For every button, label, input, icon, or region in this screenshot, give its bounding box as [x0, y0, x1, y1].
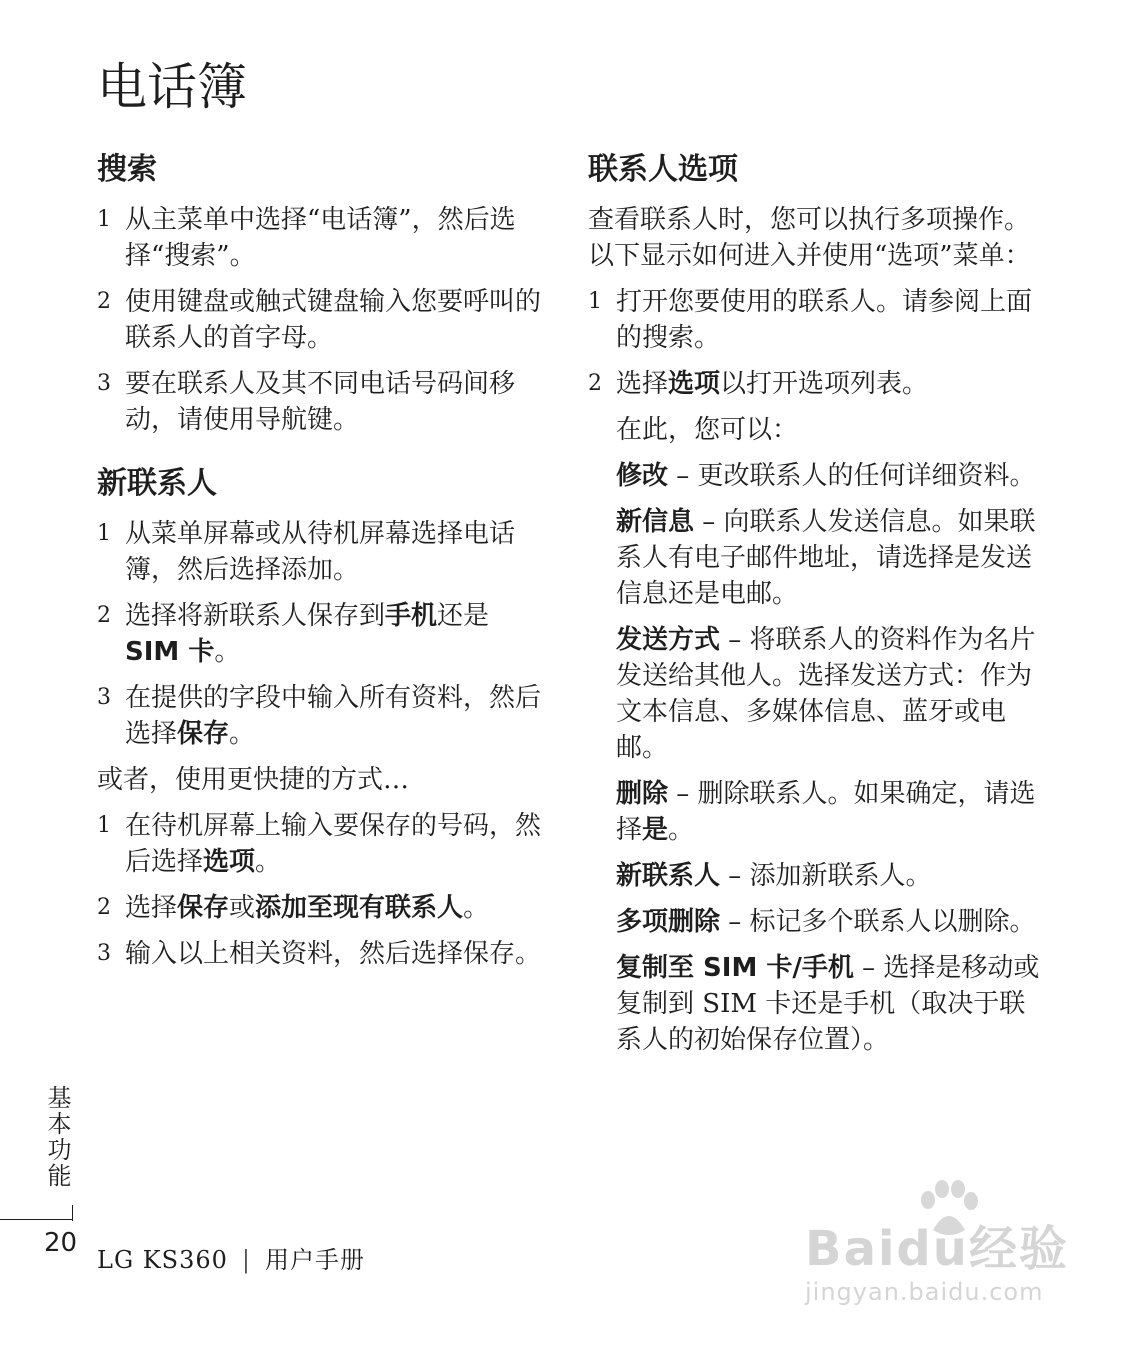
option-desc: – 更改联系人的任何详细资料。	[668, 461, 1036, 491]
step-number: 3	[97, 941, 111, 966]
option-new-message	[588, 504, 1048, 612]
step-text	[616, 366, 1048, 402]
bold-term: SIM 卡	[125, 637, 215, 667]
text-run: 在提供的字段中输入所有资料，然后选择	[125, 683, 542, 749]
bold-term: 保存	[177, 719, 230, 749]
text-run: 。	[668, 815, 695, 845]
text-run: 选择将新联系人保存到	[125, 601, 386, 631]
text-run: 在待机屏幕上输入要保存的号码，然后选择	[125, 811, 542, 877]
step-text: 打开您要使用的联系人。请参阅上面的搜索。	[616, 287, 1033, 353]
search-heading: 搜索	[97, 152, 157, 187]
bold-term: 手机	[385, 601, 438, 631]
step-text	[125, 890, 552, 926]
option-term: 删除	[616, 779, 669, 809]
step-number: 2	[97, 289, 111, 314]
here-text: 在此，您可以：	[616, 415, 799, 445]
quick-step-3	[97, 936, 552, 972]
new-contact-step-3	[97, 680, 552, 752]
new-contact-step-1	[97, 516, 552, 588]
step-number: 3	[97, 371, 111, 396]
step-number: 1	[588, 289, 602, 314]
bold-term: 是	[642, 815, 669, 845]
bold-term: 选项	[203, 847, 256, 877]
option-desc: – 添加新联系人。	[720, 861, 932, 891]
bold-term: 选项	[668, 369, 721, 399]
text-run: 还是	[437, 601, 490, 631]
or-text: 或者，使用更快捷的方式…	[97, 765, 410, 795]
option-desc: – 标记多个联系人以删除。	[720, 907, 1036, 937]
quick-step-2	[97, 890, 552, 926]
step-number: 2	[97, 895, 111, 920]
option-term: 新联系人	[616, 861, 721, 891]
contact-options-heading: 联系人选项	[588, 152, 738, 187]
option-term: 发送方式	[616, 625, 721, 655]
search-step-1	[97, 202, 552, 274]
watermark-url: jingyan.baidu.com	[805, 1278, 1044, 1306]
text-run: 。	[229, 719, 256, 749]
footer	[97, 1240, 365, 1275]
step-text	[125, 598, 552, 670]
option-term: 复制至 SIM 卡/手机	[616, 953, 854, 983]
option-desc: – 向联系人发送信息。如果联系人有电子邮件地址，请选择是发送信息还是电邮。	[616, 507, 1036, 609]
footer-manual: 用户手册	[265, 1246, 366, 1274]
option-edit	[588, 458, 1048, 494]
text-run: 。	[255, 847, 282, 877]
search-step-3	[97, 366, 552, 438]
text-run: 或	[229, 893, 256, 923]
new-contact-heading: 新联系人	[97, 466, 217, 501]
option-delete	[588, 776, 1048, 848]
step-text: 从菜单屏幕或从待机屏幕选择电话簿，然后选择添加。	[125, 519, 516, 585]
page-number: 20	[44, 1228, 78, 1258]
step-number: 2	[97, 603, 111, 628]
quick-step-1	[97, 808, 552, 880]
option-desc: – 将联系人的资料作为名片发送给其他人。选择发送方式：作为文本信息、多媒体信息、蓝牙或电邮。	[616, 625, 1036, 763]
bold-term: 添加至现有联系人	[255, 893, 464, 923]
text-run: 。	[463, 893, 490, 923]
option-new-contact	[588, 858, 1048, 894]
option-term: 多项删除	[616, 907, 721, 937]
step-text: 输入以上相关资料，然后选择保存。	[125, 939, 542, 969]
text-run: 。	[214, 637, 241, 667]
new-contact-step-2	[97, 598, 552, 670]
options-intro: 查看联系人时，您可以执行多项操作。以下显示如何进入并使用“选项”菜单：	[588, 205, 1031, 271]
side-divider-tick	[72, 1205, 73, 1221]
step-text: 从主菜单中选择“电话簿”，然后选择“搜索”。	[125, 205, 516, 271]
bold-term: 保存	[177, 893, 230, 923]
watermark-logo: Baidu经验	[805, 1221, 1069, 1277]
option-desc: – 选择是移动或复制到 SIM 卡还是手机（取决于联系人的初始保存位置）。	[616, 953, 1040, 1055]
step-text	[125, 808, 552, 880]
option-send-via	[588, 622, 1048, 766]
option-copy-to	[588, 950, 1048, 1058]
text-run: 选择	[125, 893, 178, 923]
side-section-label: 基本功能	[43, 1085, 71, 1189]
watermark	[805, 1180, 1075, 1320]
options-step-1	[588, 284, 1048, 356]
text-run: 以打开选项列表。	[720, 369, 929, 399]
side-divider	[0, 1219, 73, 1220]
step-number: 1	[97, 207, 111, 232]
step-number: 3	[97, 685, 111, 710]
left-column	[97, 150, 552, 982]
step-text: 使用键盘或触式键盘输入您要呼叫的联系人的首字母。	[125, 287, 542, 353]
search-step-2	[97, 284, 552, 356]
options-step-2	[588, 366, 1048, 402]
step-number: 1	[97, 521, 111, 546]
option-desc: – 删除联系人。如果确定，请选择	[616, 779, 1036, 845]
step-text	[125, 680, 552, 752]
footer-model: LG KS360	[97, 1246, 228, 1274]
right-column	[588, 150, 1048, 1068]
text-run: 选择	[616, 369, 669, 399]
footer-separator: |	[241, 1246, 252, 1274]
step-number: 1	[97, 813, 111, 838]
step-number: 2	[588, 371, 602, 396]
option-term: 修改	[616, 461, 669, 491]
option-term: 新信息	[616, 507, 695, 537]
option-multi-delete	[588, 904, 1048, 940]
step-text: 要在联系人及其不同电话号码间移动，请使用导航键。	[125, 369, 516, 435]
page-title: 电话簿	[97, 58, 247, 116]
